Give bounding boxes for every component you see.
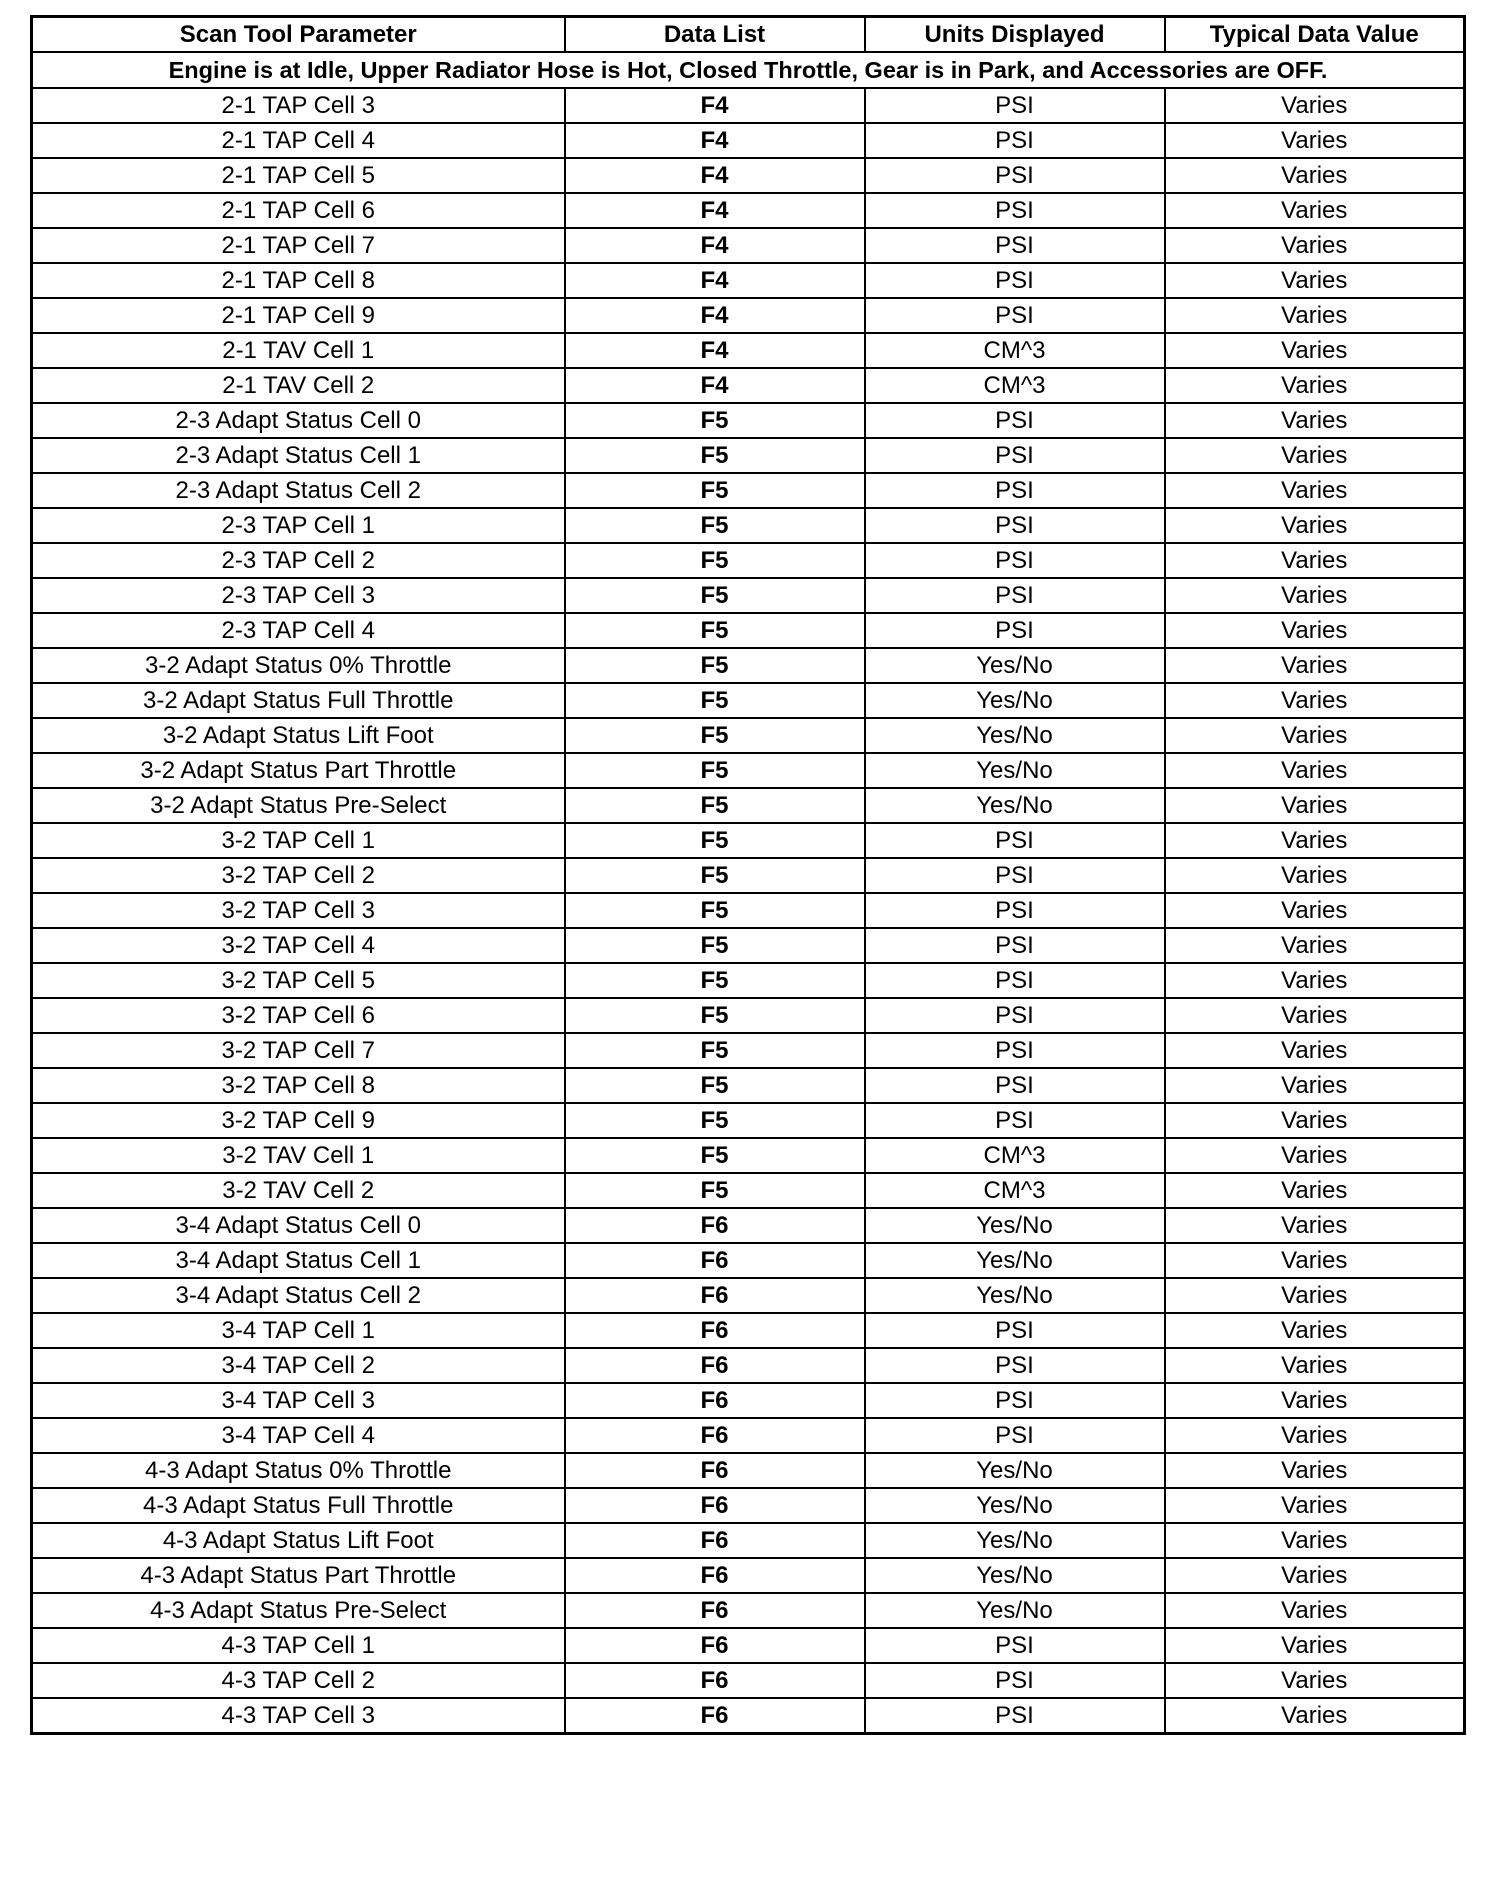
table-header-row: [32, 17, 1465, 53]
units-cell: PSI: [865, 823, 1165, 858]
typical-value-cell: Varies: [1165, 1138, 1465, 1173]
typical-value-cell: Varies: [1165, 333, 1465, 368]
parameter-cell: 3-2 TAP Cell 1: [32, 823, 565, 858]
units-cell: Yes/No: [865, 1523, 1165, 1558]
units-cell: Yes/No: [865, 648, 1165, 683]
table-row: [32, 753, 1465, 788]
units-cell: PSI: [865, 473, 1165, 508]
table-row: [32, 1138, 1465, 1173]
typical-value-cell: Varies: [1165, 963, 1465, 998]
parameter-cell: 3-2 TAP Cell 5: [32, 963, 565, 998]
header-scan-tool-parameter: Scan Tool Parameter: [32, 17, 565, 53]
units-cell: Yes/No: [865, 1208, 1165, 1243]
parameter-cell: 3-2 Adapt Status Part Throttle: [32, 753, 565, 788]
table-row: [32, 998, 1465, 1033]
data-list-cell: F6: [565, 1208, 865, 1243]
data-list-cell: F6: [565, 1523, 865, 1558]
parameter-cell: 3-2 TAP Cell 7: [32, 1033, 565, 1068]
units-cell: PSI: [865, 1103, 1165, 1138]
data-list-cell: F6: [565, 1558, 865, 1593]
units-cell: Yes/No: [865, 1278, 1165, 1313]
table-row: [32, 123, 1465, 158]
data-list-cell: F5: [565, 788, 865, 823]
data-list-cell: F4: [565, 263, 865, 298]
units-cell: CM^3: [865, 1173, 1165, 1208]
table-row: [32, 1173, 1465, 1208]
typical-value-cell: Varies: [1165, 508, 1465, 543]
typical-value-cell: Varies: [1165, 753, 1465, 788]
data-list-cell: F5: [565, 928, 865, 963]
typical-value-cell: Varies: [1165, 1418, 1465, 1453]
table-row: [32, 508, 1465, 543]
table-row: [32, 788, 1465, 823]
data-list-cell: F6: [565, 1628, 865, 1663]
data-list-cell: F6: [565, 1698, 865, 1734]
typical-value-cell: Varies: [1165, 928, 1465, 963]
data-list-cell: F4: [565, 228, 865, 263]
units-cell: Yes/No: [865, 1558, 1165, 1593]
parameter-cell: 4-3 Adapt Status 0% Throttle: [32, 1453, 565, 1488]
parameter-cell: 2-3 TAP Cell 3: [32, 578, 565, 613]
data-list-cell: F5: [565, 858, 865, 893]
table-row: [32, 473, 1465, 508]
data-list-cell: F4: [565, 333, 865, 368]
typical-value-cell: Varies: [1165, 1558, 1465, 1593]
parameter-cell: 2-1 TAP Cell 8: [32, 263, 565, 298]
data-list-cell: F6: [565, 1663, 865, 1698]
table-row: [32, 1243, 1465, 1278]
units-cell: PSI: [865, 1348, 1165, 1383]
data-list-cell: F5: [565, 893, 865, 928]
typical-value-cell: Varies: [1165, 613, 1465, 648]
table-row: [32, 1278, 1465, 1313]
table-row: [32, 1313, 1465, 1348]
units-cell: PSI: [865, 893, 1165, 928]
typical-value-cell: Varies: [1165, 1313, 1465, 1348]
scan-tool-data-sheet: [30, 15, 1463, 1735]
units-cell: PSI: [865, 88, 1165, 123]
table-row: [32, 1453, 1465, 1488]
units-cell: Yes/No: [865, 1593, 1165, 1628]
table-body: [32, 52, 1465, 1734]
typical-value-cell: Varies: [1165, 403, 1465, 438]
data-list-cell: F6: [565, 1453, 865, 1488]
data-list-cell: F5: [565, 1103, 865, 1138]
table-row: [32, 1103, 1465, 1138]
table-row: [32, 1488, 1465, 1523]
units-cell: PSI: [865, 858, 1165, 893]
parameter-cell: 3-4 TAP Cell 2: [32, 1348, 565, 1383]
units-cell: Yes/No: [865, 1488, 1165, 1523]
data-list-cell: F6: [565, 1418, 865, 1453]
typical-value-cell: Varies: [1165, 1278, 1465, 1313]
typical-value-cell: Varies: [1165, 123, 1465, 158]
data-list-cell: F6: [565, 1313, 865, 1348]
units-cell: Yes/No: [865, 753, 1165, 788]
units-cell: CM^3: [865, 368, 1165, 403]
parameter-cell: 2-3 Adapt Status Cell 2: [32, 473, 565, 508]
table-row: [32, 1523, 1465, 1558]
typical-value-cell: Varies: [1165, 438, 1465, 473]
data-list-cell: F5: [565, 543, 865, 578]
parameter-cell: 3-2 TAP Cell 6: [32, 998, 565, 1033]
data-list-cell: F4: [565, 123, 865, 158]
parameter-cell: 2-1 TAV Cell 2: [32, 368, 565, 403]
parameter-cell: 3-2 Adapt Status Lift Foot: [32, 718, 565, 753]
parameter-cell: 3-4 Adapt Status Cell 0: [32, 1208, 565, 1243]
data-list-cell: F6: [565, 1488, 865, 1523]
typical-value-cell: Varies: [1165, 298, 1465, 333]
data-list-cell: F6: [565, 1243, 865, 1278]
parameter-cell: 3-4 Adapt Status Cell 1: [32, 1243, 565, 1278]
units-cell: PSI: [865, 1068, 1165, 1103]
header-units-displayed: Units Displayed: [865, 17, 1165, 53]
data-list-cell: F5: [565, 1033, 865, 1068]
table-row: [32, 1418, 1465, 1453]
parameter-cell: 3-4 TAP Cell 1: [32, 1313, 565, 1348]
typical-value-cell: Varies: [1165, 1593, 1465, 1628]
data-list-cell: F5: [565, 718, 865, 753]
units-cell: PSI: [865, 543, 1165, 578]
units-cell: Yes/No: [865, 718, 1165, 753]
parameter-cell: 2-1 TAP Cell 9: [32, 298, 565, 333]
parameter-cell: 4-3 TAP Cell 2: [32, 1663, 565, 1698]
table-row: [32, 963, 1465, 998]
units-cell: Yes/No: [865, 1453, 1165, 1488]
parameter-cell: 3-2 TAP Cell 3: [32, 893, 565, 928]
table-row: [32, 1383, 1465, 1418]
table-row: [32, 823, 1465, 858]
units-cell: PSI: [865, 928, 1165, 963]
parameter-cell: 3-2 TAV Cell 2: [32, 1173, 565, 1208]
table-row: [32, 893, 1465, 928]
parameter-cell: 2-1 TAP Cell 6: [32, 193, 565, 228]
data-list-cell: F4: [565, 88, 865, 123]
parameter-cell: 2-1 TAV Cell 1: [32, 333, 565, 368]
data-list-cell: F4: [565, 368, 865, 403]
table-row: [32, 683, 1465, 718]
typical-value-cell: Varies: [1165, 893, 1465, 928]
data-list-cell: F6: [565, 1278, 865, 1313]
table-row: [32, 298, 1465, 333]
typical-value-cell: Varies: [1165, 823, 1465, 858]
operating-condition-row: [32, 52, 1465, 88]
parameter-cell: 4-3 TAP Cell 1: [32, 1628, 565, 1663]
table-row: [32, 403, 1465, 438]
parameter-cell: 4-3 Adapt Status Part Throttle: [32, 1558, 565, 1593]
data-list-cell: F5: [565, 473, 865, 508]
typical-value-cell: Varies: [1165, 718, 1465, 753]
units-cell: CM^3: [865, 1138, 1165, 1173]
parameter-cell: 2-1 TAP Cell 5: [32, 158, 565, 193]
typical-value-cell: Varies: [1165, 1173, 1465, 1208]
typical-value-cell: Varies: [1165, 228, 1465, 263]
typical-value-cell: Varies: [1165, 1523, 1465, 1558]
data-list-cell: F5: [565, 823, 865, 858]
units-cell: PSI: [865, 298, 1165, 333]
parameter-cell: 4-3 Adapt Status Full Throttle: [32, 1488, 565, 1523]
parameter-cell: 4-3 TAP Cell 3: [32, 1698, 565, 1734]
data-list-cell: F5: [565, 403, 865, 438]
typical-value-cell: Varies: [1165, 1243, 1465, 1278]
units-cell: Yes/No: [865, 683, 1165, 718]
parameter-cell: 3-2 Adapt Status Pre-Select: [32, 788, 565, 823]
table-row: [32, 578, 1465, 613]
data-list-cell: F5: [565, 1173, 865, 1208]
parameter-cell: 3-2 TAP Cell 4: [32, 928, 565, 963]
parameter-cell: 3-2 TAP Cell 9: [32, 1103, 565, 1138]
table-row: [32, 333, 1465, 368]
parameter-cell: 2-3 Adapt Status Cell 1: [32, 438, 565, 473]
table-row: [32, 1593, 1465, 1628]
typical-value-cell: Varies: [1165, 368, 1465, 403]
parameter-cell: 3-2 TAV Cell 1: [32, 1138, 565, 1173]
parameter-cell: 3-2 TAP Cell 2: [32, 858, 565, 893]
typical-value-cell: Varies: [1165, 263, 1465, 298]
table-row: [32, 438, 1465, 473]
units-cell: PSI: [865, 228, 1165, 263]
units-cell: PSI: [865, 158, 1165, 193]
header-typical-data-value: Typical Data Value: [1165, 17, 1465, 53]
typical-value-cell: Varies: [1165, 473, 1465, 508]
data-list-cell: F5: [565, 508, 865, 543]
units-cell: Yes/No: [865, 788, 1165, 823]
header-data-list: Data List: [565, 17, 865, 53]
units-cell: PSI: [865, 123, 1165, 158]
table-row: [32, 1348, 1465, 1383]
typical-value-cell: Varies: [1165, 1628, 1465, 1663]
typical-value-cell: Varies: [1165, 193, 1465, 228]
table-row: [32, 1208, 1465, 1243]
parameter-cell: 2-1 TAP Cell 4: [32, 123, 565, 158]
typical-value-cell: Varies: [1165, 788, 1465, 823]
table-row: [32, 648, 1465, 683]
units-cell: PSI: [865, 963, 1165, 998]
data-list-cell: F5: [565, 963, 865, 998]
parameter-cell: 3-4 TAP Cell 3: [32, 1383, 565, 1418]
typical-value-cell: Varies: [1165, 1383, 1465, 1418]
data-list-cell: F5: [565, 613, 865, 648]
typical-value-cell: Varies: [1165, 1663, 1465, 1698]
table-row: [32, 88, 1465, 123]
table-row: [32, 1033, 1465, 1068]
units-cell: PSI: [865, 1698, 1165, 1734]
table-row: [32, 158, 1465, 193]
units-cell: PSI: [865, 578, 1165, 613]
units-cell: PSI: [865, 613, 1165, 648]
typical-value-cell: Varies: [1165, 1348, 1465, 1383]
table-row: [32, 928, 1465, 963]
units-cell: PSI: [865, 193, 1165, 228]
table-row: [32, 718, 1465, 753]
units-cell: CM^3: [865, 333, 1165, 368]
parameter-cell: 2-3 Adapt Status Cell 0: [32, 403, 565, 438]
table-row: [32, 1628, 1465, 1663]
units-cell: PSI: [865, 438, 1165, 473]
units-cell: Yes/No: [865, 1243, 1165, 1278]
table-row: [32, 368, 1465, 403]
data-list-cell: F5: [565, 753, 865, 788]
data-list-cell: F5: [565, 1068, 865, 1103]
typical-value-cell: Varies: [1165, 1103, 1465, 1138]
parameter-cell: 3-4 Adapt Status Cell 2: [32, 1278, 565, 1313]
units-cell: PSI: [865, 508, 1165, 543]
data-list-cell: F5: [565, 1138, 865, 1173]
scan-tool-data-table: [30, 15, 1466, 1735]
data-list-cell: F5: [565, 648, 865, 683]
parameter-cell: 2-3 TAP Cell 2: [32, 543, 565, 578]
units-cell: PSI: [865, 1033, 1165, 1068]
parameter-cell: 3-4 TAP Cell 4: [32, 1418, 565, 1453]
typical-value-cell: Varies: [1165, 578, 1465, 613]
typical-value-cell: Varies: [1165, 1033, 1465, 1068]
data-list-cell: F6: [565, 1593, 865, 1628]
table-row: [32, 193, 1465, 228]
typical-value-cell: Varies: [1165, 998, 1465, 1033]
table-row: [32, 543, 1465, 578]
typical-value-cell: Varies: [1165, 1453, 1465, 1488]
table-row: [32, 1068, 1465, 1103]
typical-value-cell: Varies: [1165, 88, 1465, 123]
units-cell: PSI: [865, 1663, 1165, 1698]
typical-value-cell: Varies: [1165, 1068, 1465, 1103]
data-list-cell: F6: [565, 1383, 865, 1418]
parameter-cell: 2-1 TAP Cell 3: [32, 88, 565, 123]
typical-value-cell: Varies: [1165, 683, 1465, 718]
data-list-cell: F5: [565, 578, 865, 613]
data-list-cell: F4: [565, 193, 865, 228]
table-row: [32, 613, 1465, 648]
data-list-cell: F4: [565, 158, 865, 193]
data-list-cell: F6: [565, 1348, 865, 1383]
units-cell: PSI: [865, 1418, 1165, 1453]
table-row: [32, 1698, 1465, 1734]
table-row: [32, 263, 1465, 298]
table-row: [32, 1558, 1465, 1593]
parameter-cell: 3-2 TAP Cell 8: [32, 1068, 565, 1103]
parameter-cell: 2-3 TAP Cell 4: [32, 613, 565, 648]
table-row: [32, 228, 1465, 263]
units-cell: PSI: [865, 263, 1165, 298]
typical-value-cell: Varies: [1165, 1208, 1465, 1243]
operating-condition-text: Engine is at Idle, Upper Radiator Hose is Hot, Closed Throttle, Gear is in Park, and Accessories are OFF.: [32, 52, 1465, 88]
parameter-cell: 2-1 TAP Cell 7: [32, 228, 565, 263]
units-cell: PSI: [865, 1628, 1165, 1663]
typical-value-cell: Varies: [1165, 1488, 1465, 1523]
typical-value-cell: Varies: [1165, 543, 1465, 578]
data-list-cell: F4: [565, 298, 865, 333]
units-cell: PSI: [865, 1383, 1165, 1418]
table-row: [32, 1663, 1465, 1698]
data-list-cell: F5: [565, 438, 865, 473]
parameter-cell: 2-3 TAP Cell 1: [32, 508, 565, 543]
data-list-cell: F5: [565, 998, 865, 1033]
parameter-cell: 3-2 Adapt Status 0% Throttle: [32, 648, 565, 683]
parameter-cell: 4-3 Adapt Status Lift Foot: [32, 1523, 565, 1558]
units-cell: PSI: [865, 998, 1165, 1033]
units-cell: PSI: [865, 1313, 1165, 1348]
parameter-cell: 3-2 Adapt Status Full Throttle: [32, 683, 565, 718]
typical-value-cell: Varies: [1165, 858, 1465, 893]
units-cell: PSI: [865, 403, 1165, 438]
typical-value-cell: Varies: [1165, 158, 1465, 193]
typical-value-cell: Varies: [1165, 1698, 1465, 1734]
data-list-cell: F5: [565, 683, 865, 718]
parameter-cell: 4-3 Adapt Status Pre-Select: [32, 1593, 565, 1628]
table-row: [32, 858, 1465, 893]
typical-value-cell: Varies: [1165, 648, 1465, 683]
